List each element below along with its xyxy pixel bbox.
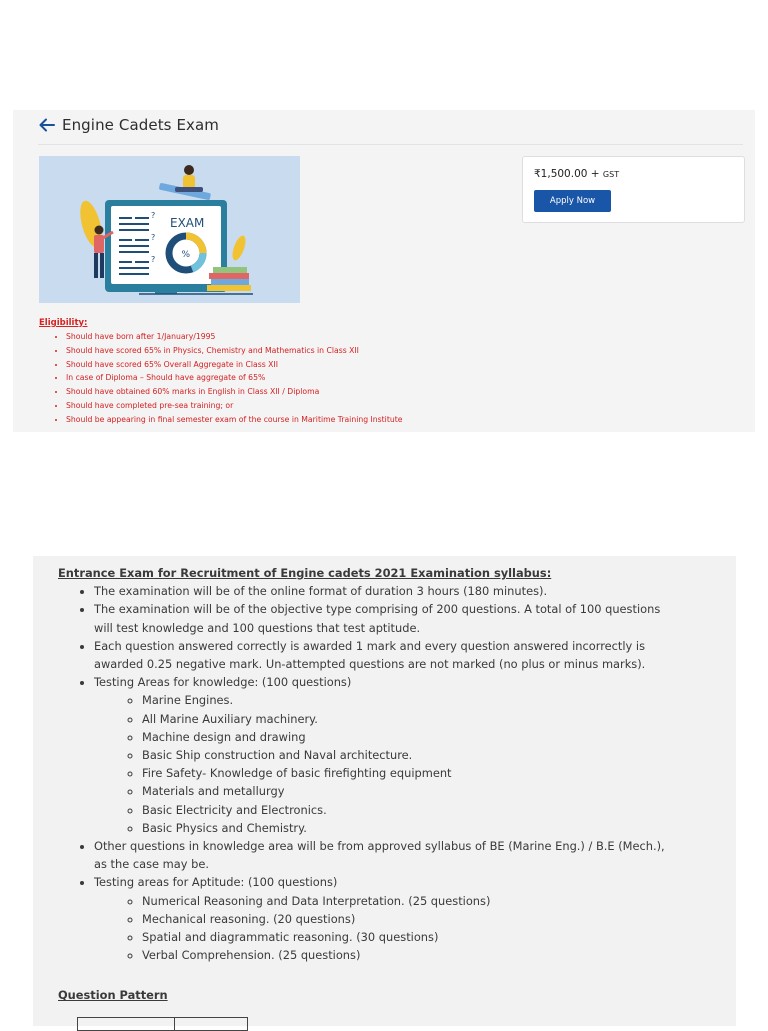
knowledge-areas-list [94,691,678,837]
arrow-left-icon[interactable] [38,116,56,134]
course-panel [13,110,755,432]
list-item: ◦ Marine Engines. [142,691,678,709]
list-item: • Each question answered correctly is awarded 1 mark and every question answered incorrectly is awarded 0.25 negative mark. Un-attempted questions are not marked (no plus or minus marks). [94,637,678,673]
question-pattern-table [77,1017,248,1031]
eligibility-section [39,318,402,427]
list-item: ◦ Machine design and drawing [142,728,678,746]
list-item [94,673,678,837]
list-item: • The examination will be of the objective type comprising of 200 questions. A total of 100 questions will test knowledge and 100 questions that test aptitude. [94,600,678,636]
list-item [94,873,678,964]
list-item: • Should have completed pre-sea training; or [66,399,402,413]
table-cell [78,1018,175,1031]
page-title: Engine Cadets Exam [62,116,220,134]
exam-banner-image [39,156,300,303]
syllabus-heading: Entrance Exam for Recruitment of Engine cadets 2021 Examination syllabus: [58,566,552,580]
list-item: ◦ Basic Physics and Chemistry. [142,819,678,837]
list-item: ◦ Verbal Comprehension. (25 questions) [142,946,678,964]
list-item: • Should be appearing in final semester exam of the course in Maritime Training Institute [66,413,402,427]
list-item: ◦ Basic Ship construction and Naval architecture. [142,746,678,764]
list-item: • In case of Diploma – Should have aggregate of 65% [66,371,402,385]
svg-text:?: ? [151,255,156,264]
apply-now-button[interactable]: Apply Now [534,190,611,212]
price-text [534,168,619,180]
exam-illustration [39,156,300,303]
question-pattern-heading: Question Pattern [58,988,168,1003]
gst-label: GST [602,170,620,179]
list-item: • Should have scored 65% Overall Aggregate in Class XII [66,358,402,372]
table-row [78,1018,248,1031]
list-item: • Should have born after 1/January/1995 [66,330,402,344]
list-item: ◦ Spatial and diagrammatic reasoning. (30 questions) [142,928,678,946]
header-divider [38,144,743,145]
table-cell [175,1018,248,1031]
svg-text:%: % [181,250,191,260]
list-item: ◦ Fire Safety- Knowledge of basic firefighting equipment [142,764,678,782]
price-card [522,156,745,223]
list-item: • The examination will be of the online format of duration 3 hours (180 minutes). [94,582,678,600]
list-item: ◦ All Marine Auxiliary machinery. [142,710,678,728]
page-header [38,116,219,134]
price-value: ₹1,500.00 + [534,168,603,180]
eligibility-heading: Eligibility: [39,318,88,328]
knowledge-areas-label: Testing Areas for knowledge: (100 questions) [94,675,352,690]
list-item: • Should have obtained 60% marks in English in Class XII / Diploma [66,385,402,399]
syllabus-panel [33,556,736,1026]
svg-text:?: ? [151,211,156,220]
list-item: ◦ Materials and metallurgy [142,782,678,800]
list-item: • Should have scored 65% in Physics, Chemistry and Mathematics in Class XII [66,344,402,358]
list-item: • Other questions in knowledge area will be from approved syllabus of BE (Marine Eng.) / B.E (Mech.), as the case may be. [94,837,678,873]
syllabus-list [58,582,678,964]
eligibility-list [39,330,402,427]
list-item: ◦ Numerical Reasoning and Data Interpretation. (25 questions) [142,892,678,910]
svg-text:?: ? [151,233,156,242]
aptitude-areas-label: Testing areas for Aptitude: (100 questions) [94,875,338,890]
list-item: ◦ Basic Electricity and Electronics. [142,801,678,819]
list-item: ◦ Mechanical reasoning. (20 questions) [142,910,678,928]
svg-text:EXAM: EXAM [170,216,205,230]
syllabus-section [58,564,678,1016]
aptitude-areas-list [94,892,678,965]
